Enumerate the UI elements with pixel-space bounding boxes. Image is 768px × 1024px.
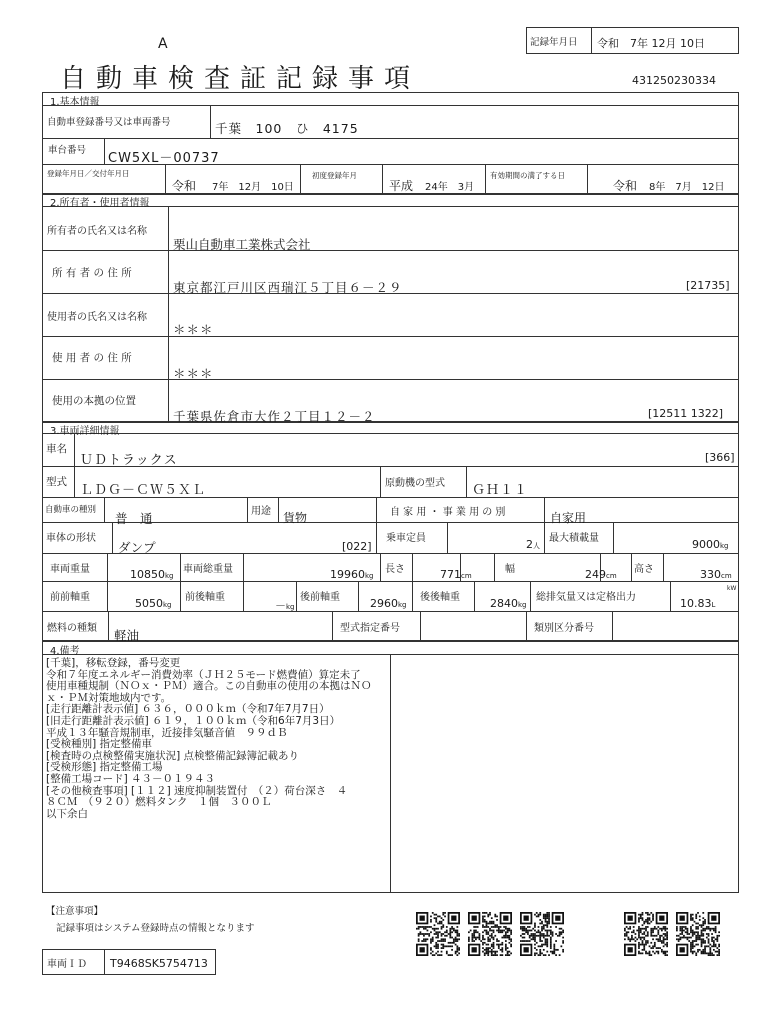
base-location-value: 千葉県佐倉市大作２丁目１２－２	[173, 409, 376, 424]
max-load-value: 9000kg	[692, 538, 729, 551]
first-reg-era: 平成	[389, 179, 414, 193]
qr-code-3	[520, 912, 564, 956]
page-title: 自動車検査証記録事項	[60, 64, 421, 94]
record-date-label: 記録年月日	[530, 37, 578, 48]
rear-front-axle-label: 後前軸重	[300, 592, 340, 603]
chassis-value: CW5XL－00737	[108, 151, 220, 166]
category-label: 類別区分番号	[534, 623, 594, 634]
reg-number-label: 自動車登録番号又は車両番号	[47, 117, 171, 128]
expiry-era: 令和	[613, 179, 638, 193]
front-rear-axle-value: －kg	[275, 599, 295, 612]
front-front-axle-value: 5050kg	[135, 597, 172, 610]
qr-code-5	[676, 912, 720, 956]
kind-value: 普 通	[115, 511, 153, 526]
use-label: 用途	[251, 506, 271, 517]
owner-name-label: 所有者の氏名又は名称	[47, 226, 147, 237]
rear-rear-axle-label: 後後軸重	[420, 592, 460, 603]
private-value: 自家用	[550, 511, 587, 525]
reg-date-label: 登録年月日／交付年月日	[47, 169, 130, 178]
fuel-label: 燃料の種類	[47, 623, 97, 634]
remarks-text: [千葉]，移転登録，番号変更 令和７年度エネルギー消費効率（ＪＨ２５モード燃費値）算定未了 使用車種規制（ＮＯｘ・ＰＭ）適合。この自動車の使用の本拠はＮＯ ｘ・ＰＭ対策地域内です。 [走行距離計表示値] ６３６，０００ｋｍ（令和7年7月7日） [旧走行距離計表示値] ６１９，１００ｋｍ（令和6年7月3日） 平成１３年騒音規制車，近接排気騒音値 ９９ｄＢ [受検種別] 指定整備車 [検査時の点検整備実施状況] 点検整備記録簿記載あり [受検形態] 指定整備工場 [整備工場コード] ４３－０１９４３ [その他検査事項] [１１２] 速度抑制装置付 （２）荷台深さ ４ ８ＣＭ （９２０）燃料タンク １個 ３００Ｌ 以下余白	[46, 657, 372, 820]
qr-code-4	[624, 912, 668, 956]
weight-label: 車両重量	[50, 564, 90, 575]
base-location-label: 使用の本拠の位置	[52, 395, 136, 407]
owner-address-value: 東京都江戸川区西瑞江５丁目６－２９	[173, 280, 403, 295]
section2-heading: 2.所有者・使用者情報	[50, 198, 150, 209]
model-label: 型式	[46, 476, 67, 488]
reg-date-value: 7年 12月 10日	[212, 182, 294, 193]
capacity-value: 2人	[526, 538, 540, 551]
length-label: 長さ	[385, 564, 405, 575]
kind-label: 自動車の種別	[45, 505, 97, 515]
shape-label: 車体の形状	[46, 533, 96, 544]
height-label: 高さ	[634, 564, 654, 575]
record-date-value: 令和 7年 12月 10日	[597, 37, 705, 50]
make-label: 車名	[46, 443, 67, 455]
weight-value: 10850kg	[130, 568, 174, 581]
notes-text: 記録事項はシステム登録時点の情報となります	[56, 923, 255, 934]
engine-value: ＧＨ１１	[472, 483, 529, 498]
rear-rear-axle-value: 2840kg	[490, 597, 527, 610]
shape-value: ダンプ	[118, 540, 156, 555]
displacement-value: 10.83L	[680, 597, 716, 610]
displacement-unit-kw: kW	[727, 585, 737, 592]
first-reg-value: 24年 3月	[425, 182, 475, 193]
displacement-label: 総排気量又は定格出力	[536, 592, 636, 603]
reg-number-value: 千葉 100 ひ 4175	[215, 121, 359, 136]
vehicle-id-value: T9468SK5754713	[110, 957, 208, 970]
model-value: ＬＤＧ－ＣＷ５ＸＬ	[80, 483, 207, 498]
owner-name-value: 栗山自動車工業株式会社	[173, 237, 311, 252]
section1-heading: 1.基本情報	[50, 97, 100, 108]
reg-date-era: 令和	[172, 179, 197, 193]
rear-front-axle-value: 2960kg	[370, 597, 407, 610]
marker-letter: A	[158, 36, 168, 52]
make-value: ＵＤトラックス	[80, 453, 178, 468]
section4-heading: 4.備考	[50, 646, 80, 657]
first-reg-label: 初度登録年月	[312, 171, 357, 180]
user-address-label: 使 用 者 の 住 所	[52, 352, 132, 364]
qr-code-1	[416, 912, 460, 956]
vehicle-id-label: 車両ＩＤ	[47, 959, 87, 970]
private-label: 自 家 用 ・ 事 業 用 の 別	[390, 507, 506, 518]
base-location-code: [12511 1322]	[648, 407, 724, 420]
user-name-value: ＊＊＊	[173, 322, 214, 337]
length-value: 771cm	[440, 568, 472, 581]
engine-label: 原動機の型式	[385, 478, 445, 489]
max-load-label: 最大積載量	[549, 533, 599, 544]
notes-title: 【注意事項】	[46, 906, 104, 917]
use-value: 貨物	[283, 511, 308, 525]
fuel-value: 軽油	[114, 628, 140, 643]
section3-heading: 3.車両詳細情報	[50, 426, 120, 437]
expiry-value: 8年 7月 12日	[649, 182, 725, 193]
document-number: 431250230334	[632, 74, 716, 87]
gross-weight-label: 車両総重量	[183, 564, 233, 575]
make-code: [366]	[705, 451, 735, 464]
gross-weight-value: 19960kg	[330, 568, 374, 581]
expiry-label: 有効期間の満了する日	[490, 171, 565, 180]
shape-code: [022]	[342, 540, 372, 553]
type-approval-label: 型式指定番号	[340, 623, 400, 634]
owner-address-code: [21735]	[686, 279, 730, 292]
height-value: 330cm	[700, 568, 732, 581]
qr-code-2	[468, 912, 512, 956]
owner-address-label: 所 有 者 の 住 所	[52, 267, 132, 279]
chassis-label: 車台番号	[48, 145, 87, 156]
front-front-axle-label: 前前軸重	[50, 592, 90, 603]
width-label: 幅	[505, 564, 515, 575]
capacity-label: 乗車定員	[386, 533, 426, 544]
width-value: 249cm	[585, 568, 617, 581]
user-name-label: 使用者の氏名又は名称	[47, 312, 147, 323]
front-rear-axle-label: 前後軸重	[185, 592, 225, 603]
user-address-value: ＊＊＊	[173, 366, 214, 381]
